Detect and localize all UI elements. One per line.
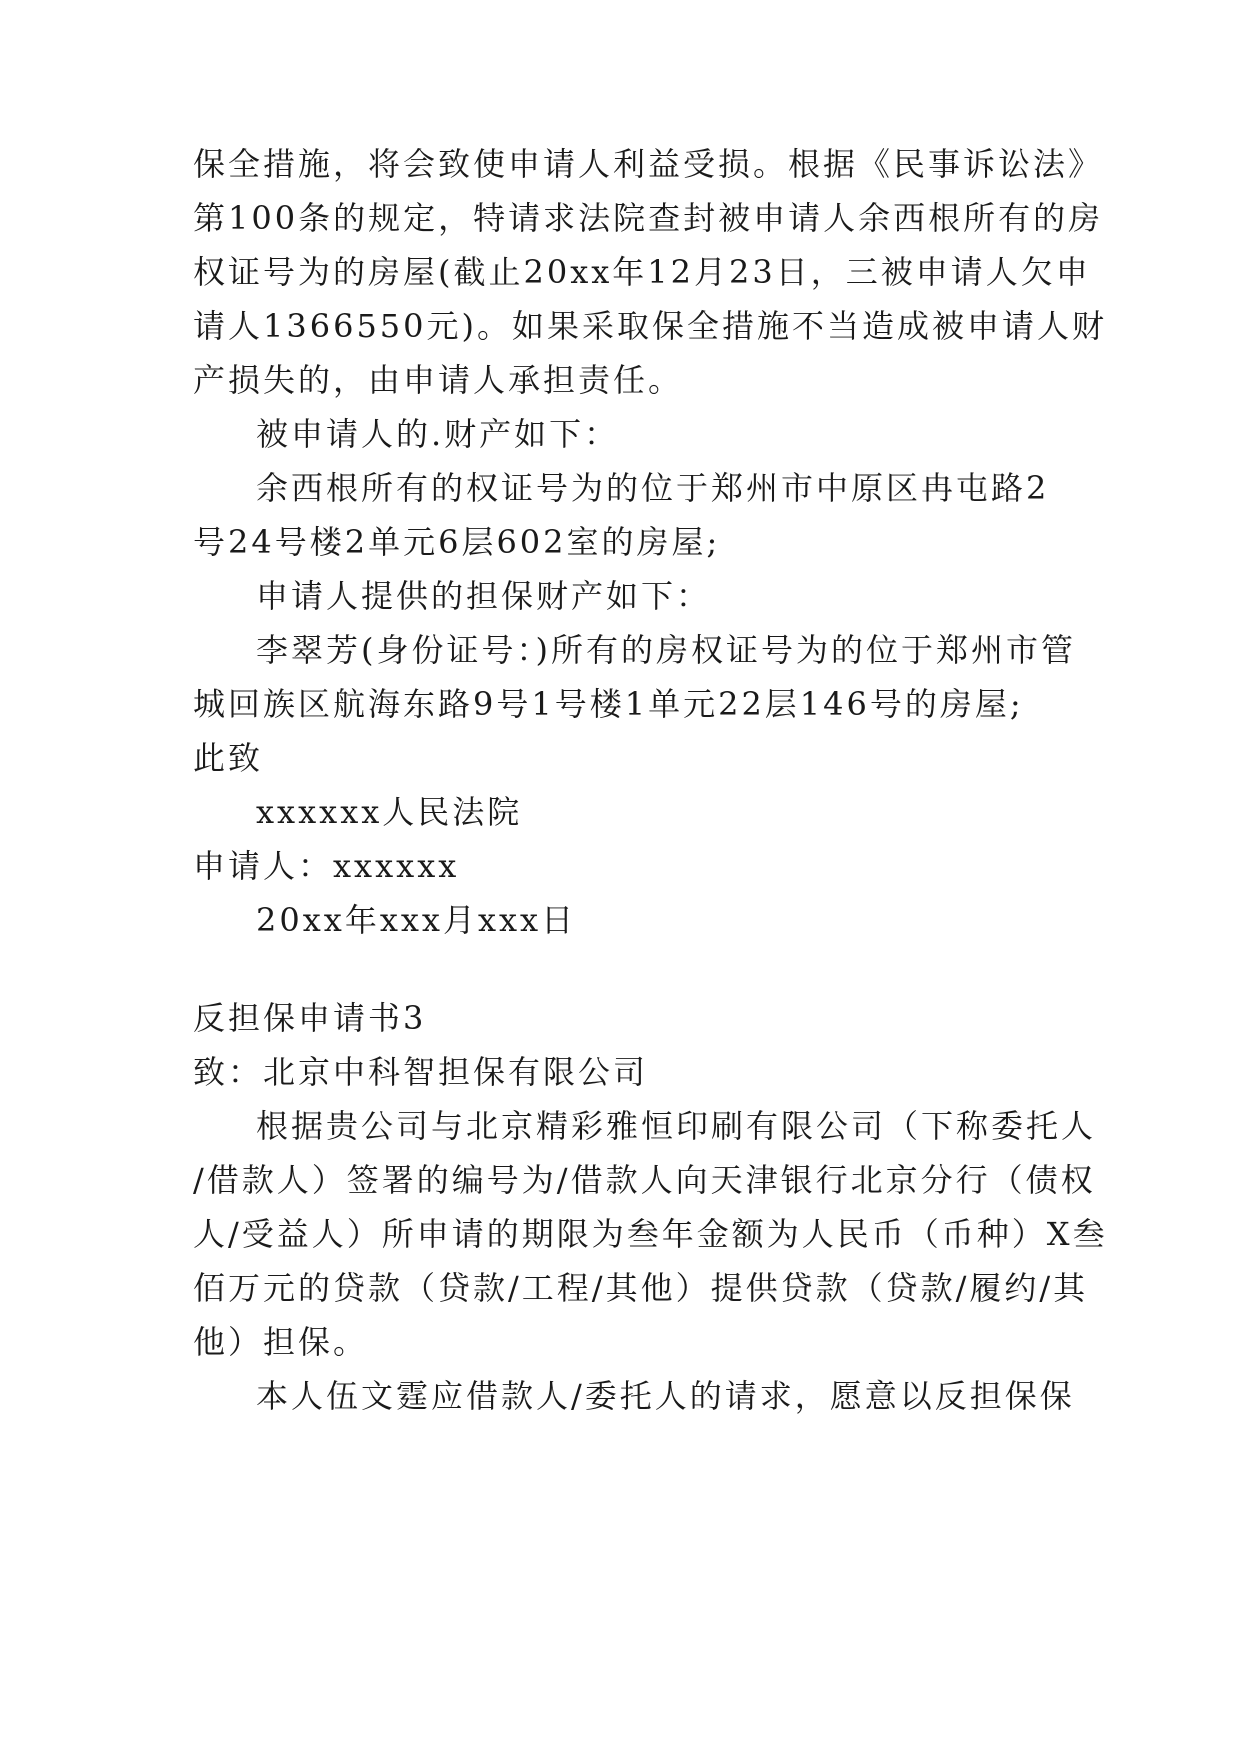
respondent-property-heading: 被申请人的.财产如下： [256,415,620,453]
paragraph-line: 第100条的规定，特请求法院查封被申请人余西根所有的房 [193,199,1104,237]
paragraph-line: 佰万元的贷款（贷款/工程/其他）提供贷款（贷款/履约/其 [193,1269,1089,1307]
applicant-guarantee-heading: 申请人提供的担保财产如下： [256,577,712,615]
paragraph-line: 李翠芳(身份证号：)所有的房权证号为的位于郑州市管 [256,631,1076,669]
document-date: 20xx年xxx月xxx日 [256,901,577,939]
paragraph-line: 号24号楼2单元6层602室的房屋; [193,523,721,561]
court-name: xxxxxx人民法院 [256,793,523,831]
paragraph-line: 本人伍文霆应借款人/委托人的请求，愿意以反担保保 [256,1377,1075,1415]
paragraph-line: 根据贵公司与北京精彩雅恒印刷有限公司（下称委托人 [256,1107,1097,1145]
paragraph-line: 人/受益人）所申请的期限为叁年金额为人民币（币种）X叁 [193,1215,1108,1253]
paragraph-line: 余西根所有的权证号为的位于郑州市中原区冉屯路2 [256,469,1050,507]
paragraph-line: 请人1366550元)。如果采取保全措施不当造成被申请人财 [193,307,1108,345]
section-title: 反担保申请书3 [193,999,427,1037]
paragraph-line: 产损失的，由申请人承担责任。 [193,361,684,399]
paragraph-line: 他）担保。 [193,1323,369,1361]
salutation: 此致 [193,739,264,777]
paragraph-line: 保全措施，将会致使申请人利益受损。根据《民事诉讼法》 [193,145,1104,183]
paragraph-line: 权证号为的房屋(截止20xx年12月23日，三被申请人欠申 [193,253,1091,291]
addressee: 致：北京中科智担保有限公司 [193,1053,649,1091]
paragraph-line: /借款人）签署的编号为/借款人向天津银行北京分行（债权 [193,1161,1096,1199]
applicant-signature: 申请人：xxxxxx [193,847,460,885]
paragraph-line: 城回族区航海东路9号1号楼1单元22层146号的房屋; [193,685,1024,723]
